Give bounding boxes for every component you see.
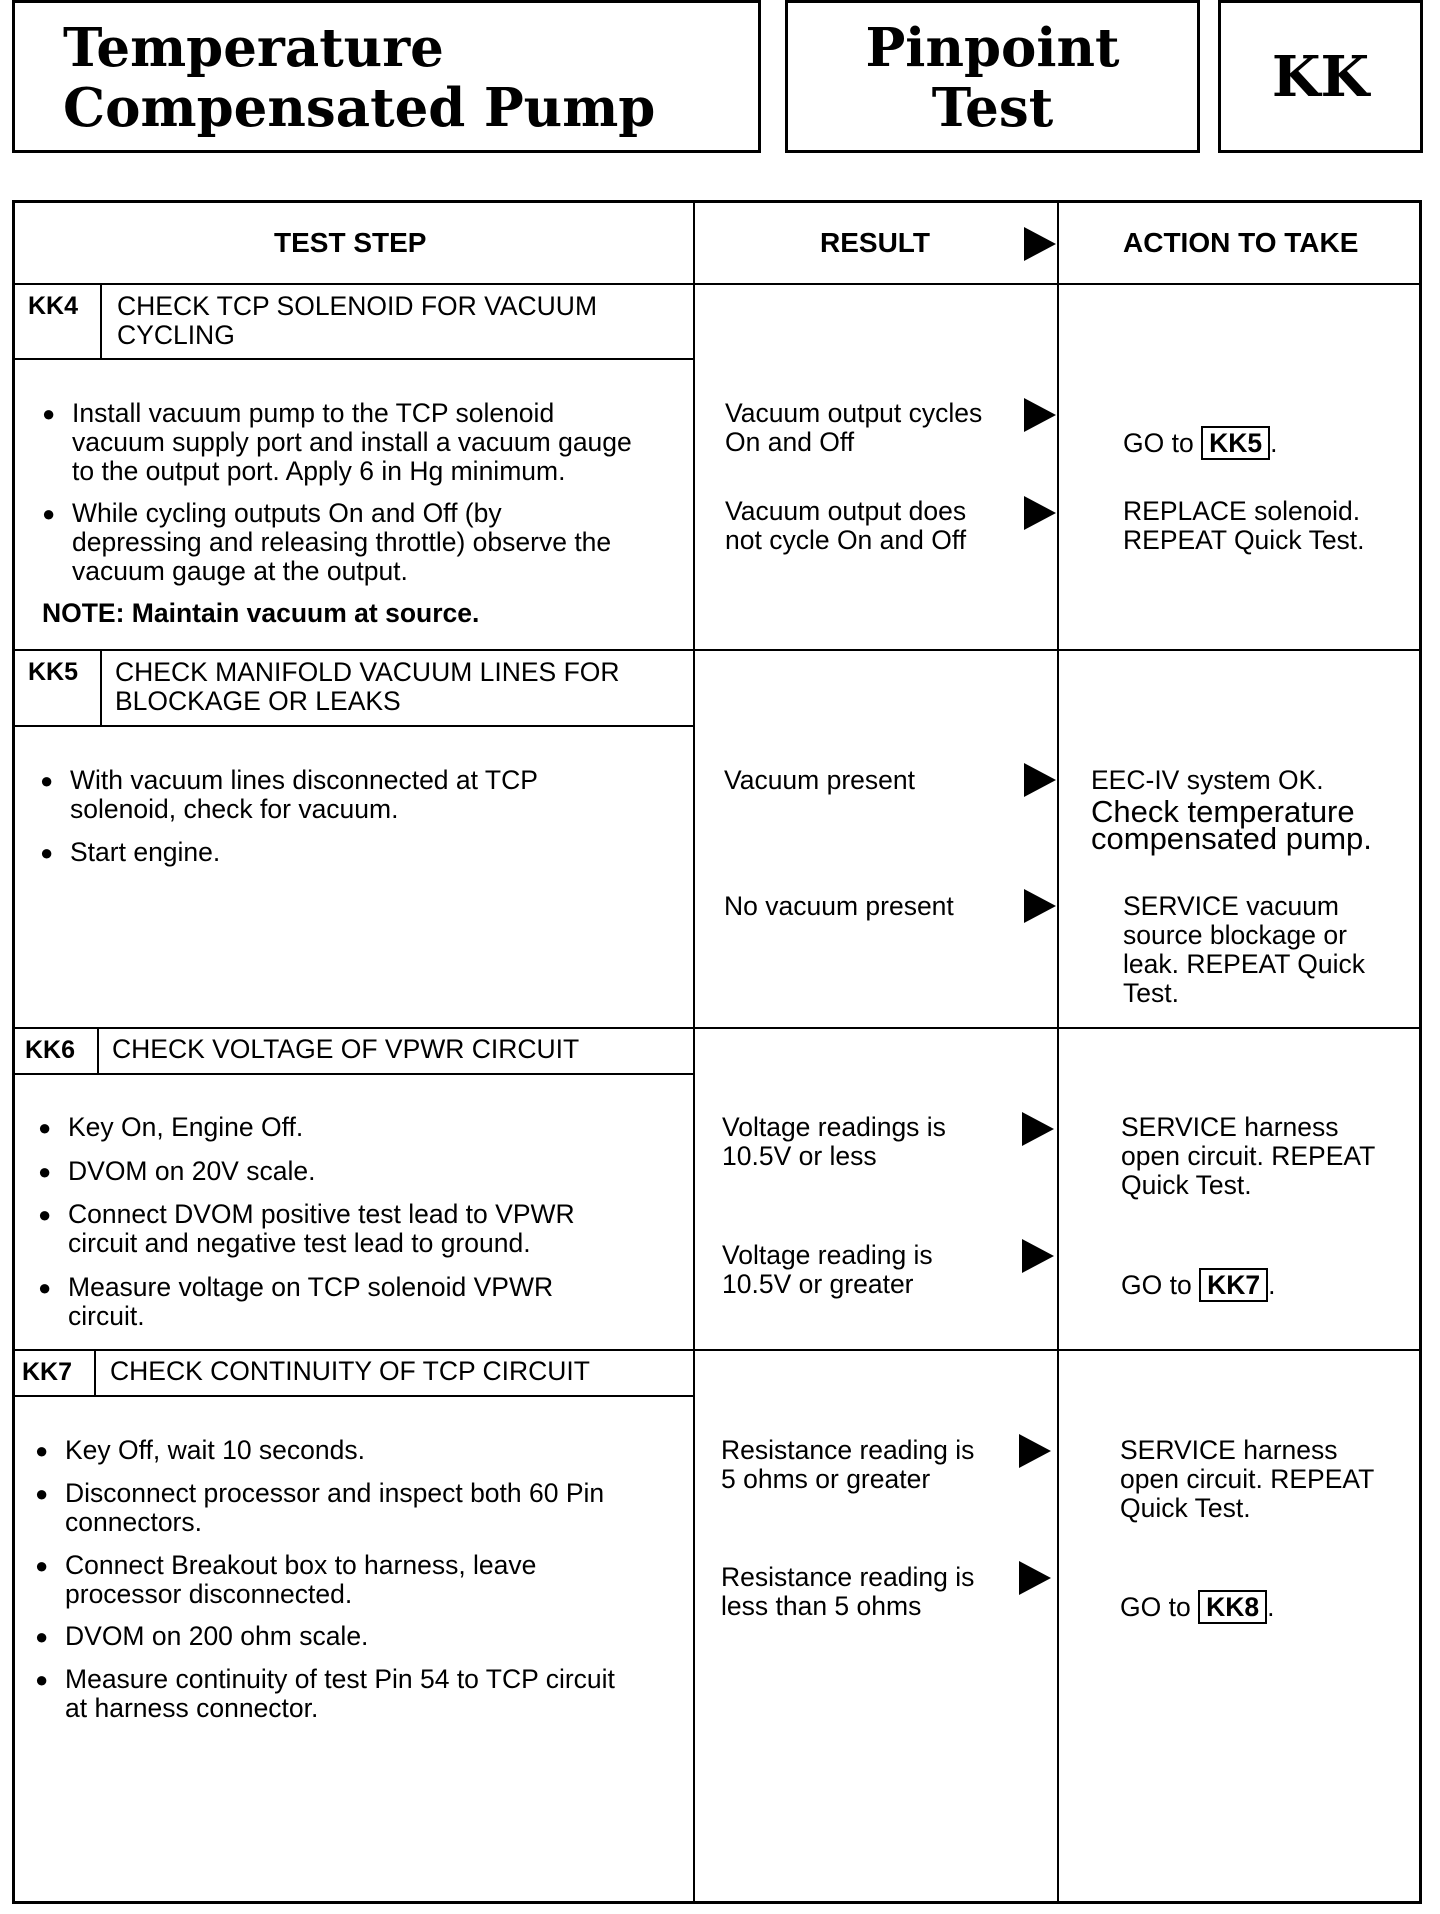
kk6-id-divider: [97, 1029, 99, 1075]
kk4-bullet-2: ● While cycling outputs On and Off (by depressing and releasing throttle) observe the vacuum gauge at the output.: [42, 499, 611, 586]
kk6-action-2-ref[interactable]: KK7: [1199, 1268, 1268, 1302]
kk5-result-1-arrow-icon: [1024, 763, 1056, 797]
pinpoint-line-2: Test: [931, 77, 1054, 139]
kk6-bullet-1: ● Key On, Engine Off.: [38, 1113, 303, 1142]
kk6-result-2: Voltage reading is 10.5V or greater: [722, 1240, 933, 1299]
kk6-action-2-prefix: GO to: [1121, 1270, 1200, 1300]
kk5-bullet-1: ● With vacuum lines disconnected at TCP solenoid, check for vacuum.: [40, 766, 538, 824]
kk6-result-2-arrow-icon: [1022, 1239, 1054, 1273]
kk5-result-2: No vacuum present: [724, 891, 954, 921]
kk7-action-1: SERVICE harness open circuit. REPEAT Quick Test.: [1120, 1435, 1375, 1523]
kk7-result-1: Resistance reading is 5 ohms or greater: [721, 1435, 975, 1494]
kk5-step-id: KK5: [28, 658, 79, 686]
kk6-result-1-arrow-icon: [1022, 1112, 1054, 1146]
kk7-id-divider: [94, 1351, 96, 1397]
kk4-result-2-arrow-icon: [1024, 496, 1056, 530]
kk6-action-2: [1121, 1239, 1275, 1302]
kk4-action-1-suffix: .: [1270, 428, 1278, 458]
kk6-bullet-4: ● Measure voltage on TCP solenoid VPWR circuit.: [38, 1273, 553, 1331]
kk4-action-1-prefix: GO to: [1123, 428, 1202, 458]
kk7-bullet-2: ● Disconnect processor and inspect both 60 Pin connectors.: [35, 1479, 604, 1537]
kk5-action-1: EEC-IV system OK.: [1091, 765, 1324, 795]
kk5-action-1b: Check temperature compensated pump.: [1091, 794, 1372, 856]
kk4-bullet-1: ● Install vacuum pump to the TCP solenoid vacuum supply port and install a vacuum gauge to the output port. Apply 6 in Hg minimum.: [42, 399, 632, 486]
kk7-bullet-3: ● Connect Breakout box to harness, leave processor disconnected.: [35, 1551, 536, 1609]
page-title: [63, 18, 655, 138]
kk7-action-2-suffix: .: [1267, 1592, 1275, 1622]
kk7-title-underline: [12, 1395, 694, 1397]
kk7-result-2: Resistance reading is less than 5 ohms: [721, 1562, 975, 1621]
kk6-action-1: SERVICE harness open circuit. REPEAT Quick Test.: [1121, 1112, 1376, 1200]
header-row-divider: [12, 283, 1422, 285]
kk6-title-underline: [12, 1073, 694, 1075]
kk7-bullet-4: ● DVOM on 200 ohm scale.: [35, 1622, 368, 1651]
kk6-step-title: CHECK VOLTAGE OF VPWR CIRCUIT: [112, 1034, 580, 1064]
kk4-step-id: KK4: [28, 292, 79, 320]
kk7-step-title: CHECK CONTINUITY OF TCP CIRCUIT: [110, 1356, 590, 1386]
kk5-title-underline: [12, 725, 694, 727]
kk4-step-title: CHECK TCP SOLENOID FOR VACUUM CYCLING: [117, 291, 598, 350]
kk7-step-id: KK7: [22, 1358, 73, 1386]
kk4-action-2: REPLACE solenoid. REPEAT Quick Test.: [1123, 496, 1365, 555]
kk4-note: NOTE: Maintain vacuum at source.: [42, 598, 480, 628]
pinpoint-line-1: Pinpoint: [865, 17, 1120, 79]
column-header-result: RESULT: [820, 227, 930, 258]
title-box: [12, 0, 761, 153]
kk4-action-1-ref[interactable]: KK5: [1201, 426, 1270, 460]
column-divider-2: [1057, 200, 1059, 1904]
kk4-id-divider: [100, 285, 102, 360]
kk6-action-2-suffix: .: [1268, 1270, 1276, 1300]
kk4-result-1-arrow-icon: [1024, 398, 1056, 432]
result-header-arrow-icon: [1024, 227, 1056, 261]
kk6-result-1: Voltage readings is 10.5V or less: [722, 1112, 946, 1171]
kk4-title-underline: [12, 358, 694, 360]
kk7-result-2-arrow-icon: [1019, 1561, 1051, 1595]
kk6-bullet-3: ● Connect DVOM positive test lead to VPWR circuit and negative test lead to ground.: [38, 1200, 575, 1258]
kk5-step-title: CHECK MANIFOLD VACUUM LINES FOR BLOCKAGE OR LEAKS: [115, 657, 620, 716]
kk4-action-1: [1123, 397, 1277, 460]
pinpoint-label: [788, 18, 1197, 138]
column-divider-1: [693, 200, 695, 1904]
kk7-bullet-5: ● Measure continuity of test Pin 54 to TCP circuit at harness connector.: [35, 1665, 615, 1723]
title-line-2: Compensated Pump: [63, 77, 656, 139]
kk4-bottom-divider: [12, 649, 1422, 651]
kk5-action-2: SERVICE vacuum source blockage or leak. REPEAT Quick Test.: [1123, 891, 1366, 1008]
kk5-result-1: Vacuum present: [724, 765, 915, 795]
kk4-result-2: Vacuum output does not cycle On and Off: [725, 496, 967, 555]
pinpoint-test-box: [785, 0, 1200, 153]
column-header-test-step: TEST STEP: [274, 227, 427, 258]
kk7-bullet-1: ● Key Off, wait 10 seconds.: [35, 1436, 365, 1465]
kk7-result-1-arrow-icon: [1019, 1434, 1051, 1468]
kk6-step-id: KK6: [25, 1036, 76, 1064]
test-code-box: [1218, 0, 1423, 153]
kk7-action-2: [1120, 1561, 1274, 1624]
kk4-result-1: Vacuum output cycles On and Off: [725, 398, 983, 457]
column-header-action: ACTION TO TAKE: [1123, 227, 1359, 258]
kk5-bottom-divider: [12, 1027, 1422, 1029]
title-line-1: Temperature: [63, 17, 444, 79]
kk7-action-2-ref[interactable]: KK8: [1198, 1590, 1267, 1624]
kk5-bullet-2: ● Start engine.: [40, 838, 220, 867]
kk5-result-2-arrow-icon: [1024, 889, 1056, 923]
test-code: KK: [1271, 44, 1370, 110]
kk5-id-divider: [100, 651, 102, 727]
kk6-bullet-2: ● DVOM on 20V scale.: [38, 1157, 315, 1186]
kk7-action-2-prefix: GO to: [1120, 1592, 1199, 1622]
kk6-bottom-divider: [12, 1349, 1422, 1351]
